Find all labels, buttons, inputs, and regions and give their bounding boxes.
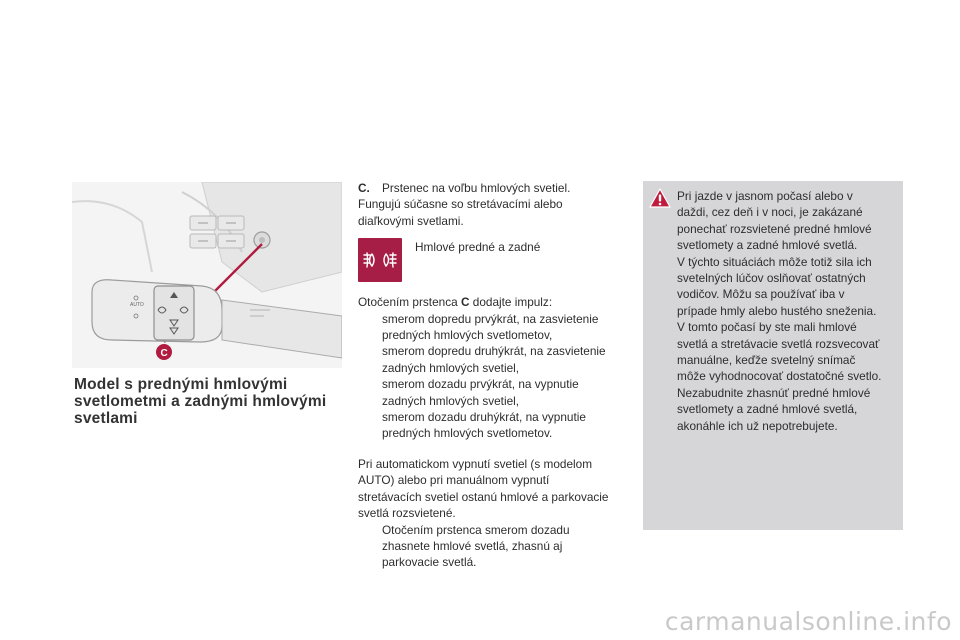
auto-off-paragraph — [358, 456, 628, 522]
warning-line: akonáhle ich už nepotrebujete. — [677, 418, 838, 433]
auto-off-line: svetlá rozsvietené. — [358, 506, 456, 521]
front-rear-fog-lights-icon — [358, 238, 402, 282]
turning-intro-ring: C — [460, 295, 470, 310]
watermark: carmanualsonline.info — [664, 607, 952, 636]
bullet-line: zhasnete hmlové svetlá, zhasnú aj — [382, 538, 563, 553]
section-title-line-1: Model s prednými hmlovými — [74, 376, 288, 393]
auto-off-line: stretávacích svetiel ostanú hmlové a parkovacie — [358, 489, 609, 504]
warning-line: ponechať rozsvietené predné hmlové — [677, 221, 872, 236]
bullet-line: smerom dopredu prvýkrát, na zasvietenie — [382, 311, 599, 326]
warning-line: V tomto počasí by ste mali hmlové — [677, 320, 857, 335]
stalk-illustration — [72, 182, 342, 368]
ring-line-2: Fungujú súčasne so stretávacími alebo — [358, 197, 563, 212]
ring-description — [358, 180, 628, 229]
bullet-line: zadných hmlových svetiel, — [382, 393, 520, 408]
bullet-line: predných hmlových svetlometov. — [382, 426, 553, 441]
ring-label: C. — [358, 181, 370, 195]
section-title-line-3: svetlami — [74, 410, 138, 427]
turning-intro — [358, 294, 628, 310]
turning-intro-pre: Otočením prstenca — [358, 295, 461, 310]
warning-line: prípade hmly alebo hustého sneženia. — [677, 303, 877, 318]
section-title — [74, 376, 346, 427]
auto-off-line: AUTO) alebo pri manuálnom vypnutí — [358, 473, 550, 488]
list-item — [358, 343, 628, 376]
warning-line: môže vyhodnocovať dostatočné svetlo. — [677, 369, 882, 384]
auto-off-line: Pri automatickom vypnutí svetiel (s modelom — [358, 456, 593, 471]
fog-icon-row — [358, 238, 628, 286]
list-item — [358, 376, 628, 409]
warning-line: svetlomety a zadné hmlové svetlá, — [677, 402, 858, 417]
warning-text — [677, 188, 893, 434]
ring-line-1: Prstenec na voľbu hmlových svetiel. — [382, 181, 571, 195]
auto-label: AUTO — [130, 302, 144, 308]
warning-line: daždi, cez deň i v noci, je zakázané — [677, 205, 863, 220]
warning-line: svetlá a stretávacie svetlá rozsvecovať — [677, 336, 880, 351]
bullet-line: predných hmlových svetlometov, — [382, 328, 553, 343]
instructions-column — [358, 180, 628, 571]
list-item — [358, 409, 628, 442]
auto-off-bullets — [358, 522, 628, 571]
warning-line: V týchto situáciách môže totiž sila ich — [677, 254, 872, 269]
bullet-line: smerom dozadu druhýkrát, na vypnutie — [382, 410, 586, 425]
list-item — [358, 522, 628, 571]
bullet-line: smerom dozadu prvýkrát, na vypnutie — [382, 377, 579, 392]
section-title-line-2: svetlometmi a zadnými hmlovými — [74, 393, 327, 410]
warning-line: svetelných lúčov oslňovať ostatných — [677, 271, 866, 286]
bullet-line: parkovacie svetlá. — [382, 555, 477, 570]
list-item — [358, 311, 628, 344]
exclamation-icon — [649, 188, 671, 210]
bullet-line: Otočením prstenca smerom dozadu — [382, 522, 570, 537]
fog-icon-caption: Hmlové predné a zadné — [415, 240, 541, 255]
warning-line: vodičov. Môžu sa používať iba v — [677, 287, 845, 302]
turning-bullets — [358, 311, 628, 442]
warning-line: svetlomety a zadné hmlové svetlá. — [677, 238, 858, 253]
warning-box — [643, 181, 903, 530]
bullet-line: smerom dopredu druhýkrát, na zasvietenie — [382, 344, 606, 359]
lighting-stalk-drawing — [72, 182, 342, 368]
ring-line-3: diaľkovými svetlami. — [358, 213, 464, 228]
callout-c-letter: C — [160, 348, 168, 359]
turning-intro-post: dodajte impulz: — [469, 295, 553, 310]
bullet-line: zadných hmlových svetiel, — [382, 360, 520, 375]
warning-line: manuálne, keďže svetelný snímač — [677, 353, 856, 368]
warning-line: Pri jazde v jasnom počasí alebo v — [677, 189, 853, 203]
warning-line: Nezabudnite zhasnúť predné hmlové — [677, 385, 871, 400]
